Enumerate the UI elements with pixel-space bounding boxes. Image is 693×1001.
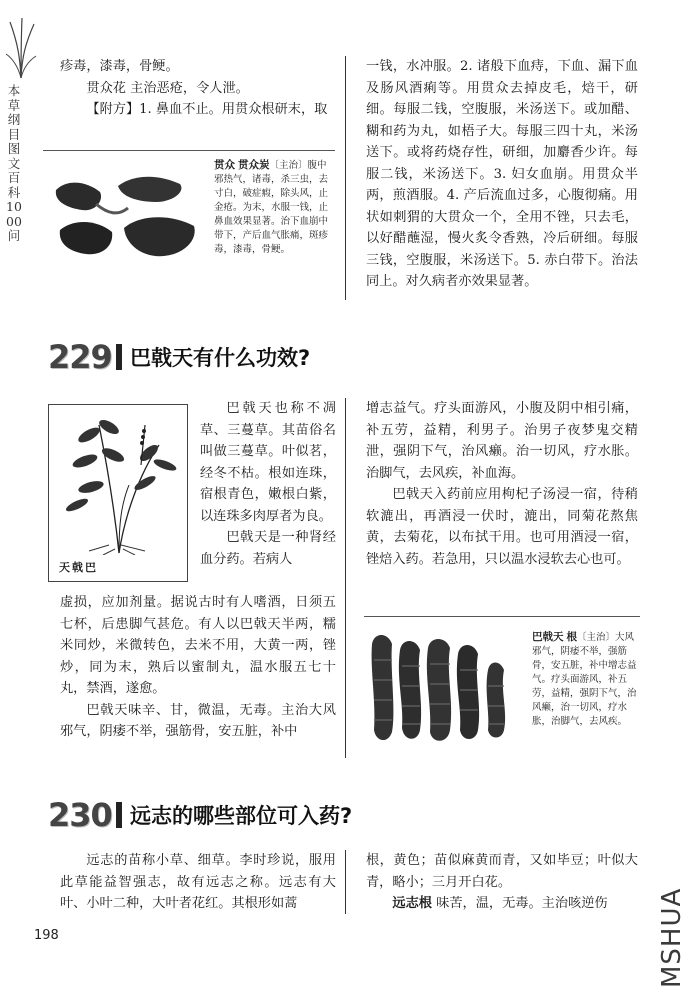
bajitian-caption — [532, 630, 640, 729]
bajitian-root-image — [366, 630, 524, 748]
guanzhong-rhizome-image — [48, 168, 210, 278]
page-number: 198 — [34, 928, 59, 943]
mshua-watermark — [654, 880, 688, 990]
guanzhong-caption-title: 贯众 — [214, 159, 235, 171]
section-229-para2-start: 巴戟天是一种肾经血分药。若病人 — [200, 530, 336, 567]
column-divider-230 — [345, 850, 346, 914]
guanzhong-caption — [214, 158, 336, 257]
section-229-right-para2: 巴戟天入药前应用枸杞子汤浸一宿，待稍软漉出，再酒浸一伏时，漉出，同菊花熬焦黄，去菊花，以布拭干用。也可用酒浸一宿，锉焙入药。若急用，只以温水浸软去心也可。 — [366, 487, 638, 567]
sidebar-book-title: 本草纲目图文百科1000问 — [6, 83, 22, 243]
section-230-right-column — [366, 850, 638, 915]
bajitian-caption-sub: 根 — [566, 631, 578, 643]
top-left-column — [60, 56, 335, 121]
caption-divider-229 — [364, 616, 640, 617]
section-230-left-column — [60, 850, 336, 915]
bajitian-caption-tag: 〔主治〕 — [577, 632, 616, 643]
caption-divider-top — [43, 150, 335, 151]
guanzhong-caption-tag: 〔主治〕 — [269, 160, 308, 171]
section-229-right-para1: 增志益气。疗头面游风，小腹及阴中相引痛，补五劳，益精，利男子。治男子夜梦鬼交精泄，强阴下气，治风癞。治一切风，疗水胀。治脚气，去风疾，补血海。 — [366, 401, 638, 481]
section-229-title: 巴戟天有什么功效? — [130, 346, 311, 370]
section-229-para2-rest: 虚损，应加剂量。据说古时有人嗜酒，日须五七杯，后患脚气甚危。有人以巴戟天半两，糯米同炒，米微转色，去米不用，大黄一两，锉炒，同为末，熟后以蜜制丸，温水服五七十丸，禁酒，遂愈。 — [60, 595, 336, 696]
section-230-right-line2: 味苦，温，无毒。主治咳逆伤 — [431, 896, 608, 911]
watermark-text: MSHUA — [657, 887, 687, 988]
guanzhong-caption-sub: 贯众炭 — [238, 159, 270, 171]
bajitian-caption-text: 大风邪气，阴痿不举，强筋骨，安五脏，补中增志益气。疗头面游风，补五劳，益精，强阴下气，治风癞，治一切风，疗水胀，治脚气，去风疾。 — [532, 632, 637, 727]
section-229-bar — [116, 344, 122, 370]
section-229-para3: 巴戟天味辛、甘，微温，无毒。主治大风邪气，阴痿不举，强筋骨，安五脏，补中 — [60, 702, 336, 739]
column-divider-top — [345, 56, 346, 300]
top-right-column — [366, 56, 638, 293]
section-229-left-short — [200, 398, 336, 570]
section-230-right-term: 远志根 — [392, 896, 432, 911]
bajitian-illustration-box — [48, 404, 188, 582]
section-230-number: 230 — [48, 796, 112, 834]
section-229-left-full — [60, 592, 336, 743]
section-229-right-column — [366, 398, 638, 570]
section-229-para1: 巴戟天也称不凋草、三蔓草。其苗俗名叫做三蔓草。叶似茗，经冬不枯。根如连珠，宿根青色，嫩根白紫，以连珠多肉厚者为良。 — [200, 401, 336, 524]
guanzhong-caption-text: 腹中邪热气，诸毒，杀三虫，去寸白，破症瘕，除头风，止金疮。为末，水服一钱，止鼻血效果显著。治下血崩中带下，产后血气胀痛，斑疹毒，漆毒，骨鲠。 — [214, 160, 329, 255]
bajitian-plant-drawing — [49, 405, 187, 555]
top-left-line2: 贯众花 主治恶疮，令人泄。 — [86, 80, 249, 96]
section-230-bar — [116, 802, 122, 828]
section-229-number: 229 — [48, 338, 112, 376]
bajitian-caption-title: 巴戟天 — [532, 631, 564, 643]
bajitian-illustration-caption: 天戟巴 — [59, 561, 98, 574]
section-230-title: 远志的哪些部位可入药? — [130, 804, 353, 828]
section-230-left-para: 远志的苗称小草、细草。李时珍说，服用此草能益智强志，故有远志之称。远志有大叶、小叶二种，大叶者花红。其根形如蒿 — [60, 853, 336, 911]
section-230-right-line1: 根，黄色；苗似麻黄而青，又如毕豆；叶似大青，略小；三月开白花。 — [366, 853, 638, 890]
top-right-text: 一钱，水冲服。2. 诸般下血痔，下血、漏下血及肠风酒痢等。用贯众去掉皮毛，焙干，研细。每服二钱，空腹服，米汤送下。或加醋、糊和药为丸，如梧子大。每服三四十丸，米汤送下。或将药烧存性，研细，加麝香少许。每服二钱，米汤送下。3. 妇女血崩。用贯众半两，煎酒服。4. 产后流血过多，心腹彻痛。用状如刺猬的大贯众一个，全用不锉，只去毛，以好醋蘸湿，慢火炙令香熟，冷后研细。每服三钱，空腹服，米汤送下。5. 赤白带下。治法同上。对久病者亦效果显著。 — [366, 59, 638, 289]
column-divider-229 — [345, 398, 346, 758]
grass-logo-icon — [4, 14, 38, 80]
top-left-line1: 疹毒，漆毒，骨鲠。 — [60, 59, 179, 74]
top-left-line3: 【附方】1. 鼻血不止。用贯众根研末，取 — [86, 102, 328, 117]
